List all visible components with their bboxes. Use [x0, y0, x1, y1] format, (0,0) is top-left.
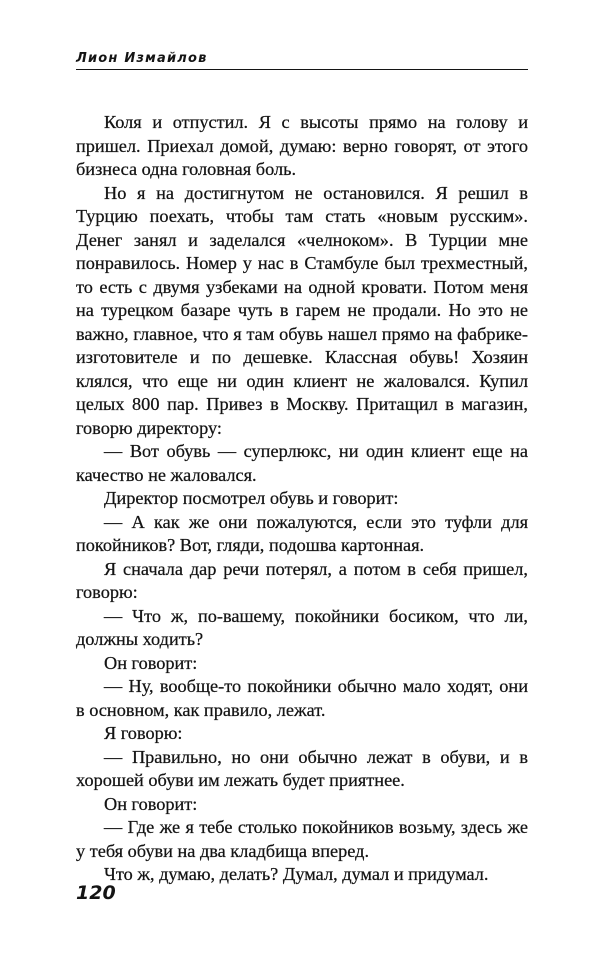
running-header [76, 50, 528, 72]
header-rule [76, 69, 528, 70]
paragraph: — Где же я тебе столько покойников возьму, здесь же у тебя обуви на два кладбища вперед. [76, 817, 528, 861]
paragraph: Но я на достигнутом не остановился. Я решил в Турцию поехать, чтобы там стать «новым русским». Денег занял и заделался «челноком». В Турции мне понравилось. Номер у нас в Стамбуле был трехместный, то есть с двумя узбеками на одной кровати. Потом меня на турецком базаре чуть в гарем не продали. Но это не важно, главное, что я там обувь нашел прямо на фабрике-изготовителе и по дешевке. Классная обувь! Хозяин клялся, что еще ни один клиент не жаловался. Купил целых 800 пар. Привез в Москву. Притащил в магазин, говорю директору: [76, 182, 528, 438]
paragraph: Он говорит: [104, 652, 198, 673]
paragraph: Он говорит: [104, 793, 198, 814]
paragraph: — Ну, вообще-то покойники обычно мало ходят, они в основном, как правило, лежат. [76, 676, 528, 720]
page-number: 120 [76, 882, 116, 904]
paragraph: Директор посмотрел обувь и говорит: [104, 488, 399, 508]
paragraph: — Правильно, но они обычно лежат в обуви, и в хорошей обуви им лежать будет приятнее. [76, 746, 528, 790]
paragraph: Я сначала дар речи потерял, а потом в себя пришел, говорю: [76, 558, 528, 602]
paragraph: — А как же они пожалуются, если это туфли для покойников? Вот, гляди, подошва картонная. [76, 511, 528, 555]
paragraph: Что ж, думаю, делать? Думал, думал и придумал. [104, 864, 489, 884]
paragraph: Я говорю: [104, 723, 183, 743]
paragraph: — Что ж, по-вашему, покойники босиком, что ли, должны ходить? [76, 605, 528, 649]
paragraph: Коля и отпустил. Я с высоты прямо на голову и пришел. Приехал домой, думаю: верно говорят, от этого бизнеса одна головная боль. [76, 112, 528, 179]
paragraph: — Вот обувь — суперлюкс, ни один клиент еще на качество не жаловался. [76, 441, 528, 485]
header-author: Лион Измайлов [76, 51, 208, 66]
body-text [76, 111, 528, 887]
